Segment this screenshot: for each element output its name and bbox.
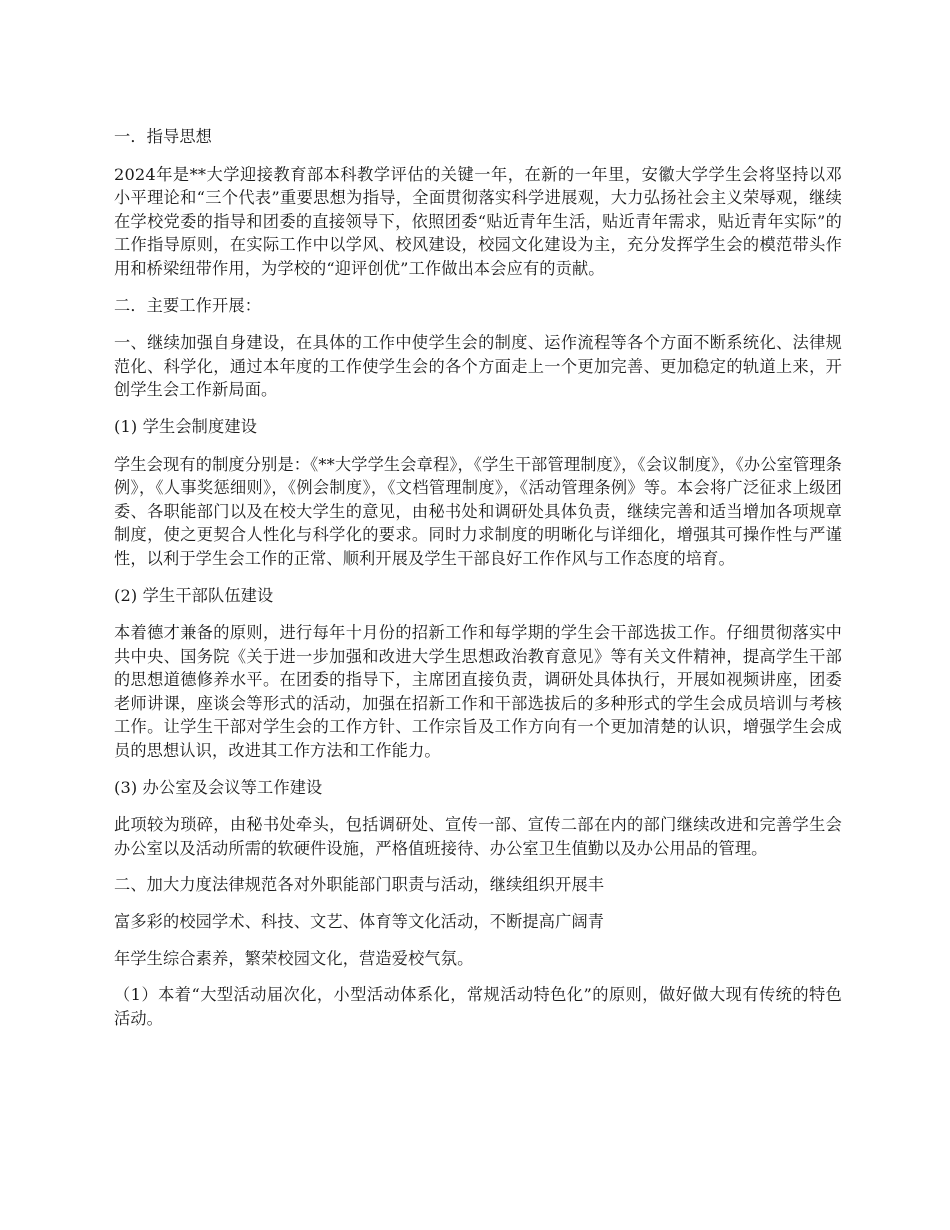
paragraph-guiding-ideology: 2024年是**大学迎接教育部本科教学评估的关键一年，在新的一年里，安徽大学学生会将坚持以邓小平理论和“三个代表”重要思想为指导，全面贯彻落实科学进展观，大力弘扬社会主义荣辱观，继续在学校党委的指导和团委的直接领导下，依照团委“贴近青年生活，贴近青年需求，贴近青年实际”的工作指导原则，在实际工作中以学风、校风建设，校园文化建设为主，充分发挥学生会的模范带头作用和桥梁纽带作用，为学校的“迎评创优”工作做出本会应有的贡献。 <box>114 164 842 278</box>
paragraph-office-meetings: 此项较为琐碎，由秘书处牵头，包括调研处、宣传一部、宣传二部在内的部门继续改进和完善学生会办公室以及活动所需的软硬件设施，严格值班接待、办公室卫生值勤以及办公用品的管理。 <box>114 815 842 858</box>
paragraph-external-departments-line3: 年学生综合素养，繁荣校园文化，营造爱校气氛。 <box>114 948 474 968</box>
paragraph-student-union-system: 学生会现有的制度分别是：《**大学学生会章程》，《学生干部管理制度》，《会议制度》，《办公室管理条例》，《人事奖惩细则》，《例会制度》，《文档管理制度》，《活动管理条例》等。本会将广泛征求上级团委、各职能部门以及在校大学生的意见，由秘书处和调研处具体负责，继续完善和适当增加各项规章制度，使之更契合人性化与科学化的要求。同时力求制度的明晰化与详细化，增强其可操作性与严谨性，以利于学生会工作的正常、顺利开展及学生干部良好工作作风与工作态度的培育。 <box>114 454 842 568</box>
subheading-office-meetings: (3) 办公室及会议等工作建设 <box>114 777 323 797</box>
paragraph-cadre-team: 本着德才兼备的原则，进行每年十月份的招新工作和每学期的学生会干部选拔工作。仔细贯彻落实中共中央、国务院《关于进一步加强和改进大学生思想政治教育意见》等有关文件精神，提高学生干部的思想道德修养水平。在团委的指导下，主席团直接负责，调研处具体执行，开展如视频讲座，团委老师讲课，座谈会等形式的活动，加强在招新工作和干部选拔后的多种形式的学生会成员培训与考核工作。让学生干部对学生会的工作方针、工作宗旨及工作方向有一个更加清楚的认识，增强学生会成员的思想认识，改进其工作方法和工作能力。 <box>114 623 842 761</box>
subheading-cadre-team: (2) 学生干部队伍建设 <box>114 585 274 605</box>
section-heading-guiding-ideology: 一．指导思想 <box>114 127 213 146</box>
paragraph-external-departments-line1: 二、加大力度法律规范各对外职能部门职责与活动，继续组织开展丰 <box>114 875 605 895</box>
paragraph-featured-activities: （1）本着“大型活动届次化，小型活动体系化，常规活动特色化”的原则，做好做大现有传统的特色活动。 <box>114 985 842 1028</box>
section-heading-main-work: 二．主要工作开展： <box>114 295 262 315</box>
paragraph-self-construction: 一、继续加强自身建设，在具体的工作中使学生会的制度、运作流程等各个方面不断系统化、法律规范化、科学化，通过本年度的工作使学生会的各个方面走上一个更加完善、更加稳定的轨道上来，开创学生会工作新局面。 <box>114 333 842 400</box>
subheading-student-union-system: (1) 学生会制度建设 <box>114 416 258 436</box>
paragraph-external-departments-line2: 富多彩的校园学术、科技、文艺、体育等文化活动，不断提高广阔青 <box>114 912 605 932</box>
document-page <box>114 125 842 1043</box>
